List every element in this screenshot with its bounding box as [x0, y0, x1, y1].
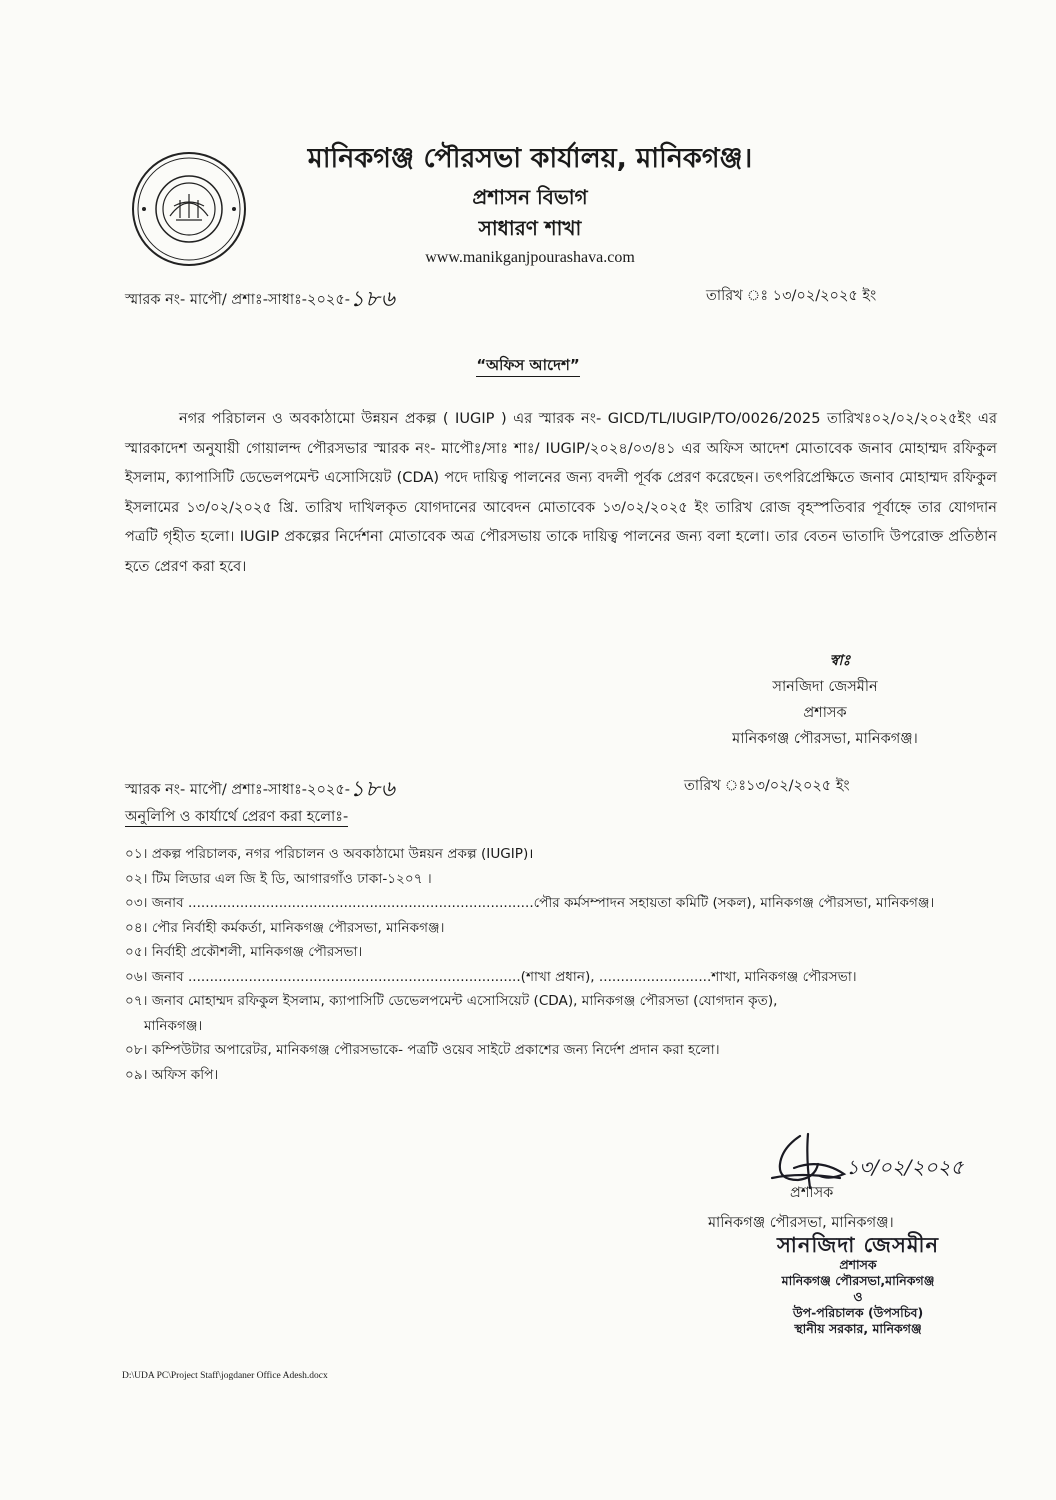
cc-item: ০৫। নির্বাহী প্রকৌশলী, মানিকগঞ্জ পৌরসভা।	[125, 944, 363, 960]
cc-item: ০১। প্রকল্প পরিচালক, নগর পরিচালন ও অবকাঠামো উন্নয়ন প্রকল্প (IUGIP)।	[125, 846, 534, 862]
branch-name: সাধারণ শাখা	[478, 216, 582, 240]
memo-date-2: তারিখ ঃ১৩/০২/২০২৫ ইং	[684, 778, 850, 794]
municipality-seal	[130, 150, 248, 268]
memo-prefix: স্মারক নং- মাপৌ/ প্রশাঃ-সাধাঃ-২০২৫-	[125, 292, 350, 308]
memo-number-handwritten: ১৮৬	[349, 777, 396, 802]
signer-org: মানিকগঞ্জ পৌরসভা, মানিকগঞ্জ।	[732, 731, 918, 747]
memo-reference-1	[125, 282, 396, 319]
signer-title: প্রশাসক	[803, 705, 847, 721]
memo-number-handwritten: ১৮৬	[349, 287, 396, 312]
cc-item: ০৪। পৌর নির্বাহী কর্মকর্তা, মানিকগঞ্জ পৌরসভা, মানিকগঞ্জ।	[125, 919, 445, 936]
order-title	[0, 354, 1056, 379]
signer-title-2: প্রশাসক	[790, 1185, 834, 1201]
cc-heading	[125, 806, 348, 830]
stamp-name: সানজিদা জেসমীন	[776, 1233, 940, 1257]
stamp-office: স্থানীয় সরকার, মানিকগঞ্জ	[794, 1321, 922, 1336]
cc-item: ০৯। অফিস কপি।	[125, 1066, 219, 1083]
file-path-footer: D:\UDA PC\Project Staff\jogdaner Office Adesh.docx	[122, 1371, 328, 1381]
cc-item: ০২। টিম লিডার এল জি ই ডি, আগারগাঁও ঢাকা-১২০৭ ।	[125, 870, 432, 887]
cc-item: ০৭। জনাব মোহাম্মদ রফিকুল ইসলাম, ক্যাপাসিটি ডেভেলপমেন্ট এসোসিয়েট (CDA), মানিকগঞ্জ পৌরসভা (যোগদান কৃত),	[125, 993, 778, 1009]
stamp-title: প্রশাসক	[839, 1257, 877, 1272]
order-title-text: “অফিস আদেশ”	[476, 356, 579, 377]
signature-block-1	[700, 648, 950, 752]
signer-name: সানজিদা জেসমীন	[772, 679, 878, 695]
cc-list	[125, 842, 1005, 1087]
signed-mark: স্বাঃ	[829, 652, 851, 669]
handwritten-date: ১৩/০২/২০২৫	[846, 1155, 964, 1179]
website-link[interactable]: www.manikganjpourashava.com	[425, 249, 635, 266]
cc-item: ০৩। জনাব ................................................................................পৌর কর্মসম্পাদন সহায়তা কমিটি (সকল), মানিকগঞ্জ পৌরসভা, মানিকগঞ্জ।	[125, 895, 935, 911]
cc-heading-text: অনুলিপি ও কার্যার্থে প্রেরণ করা হলোঃ-	[125, 809, 349, 825]
memo-prefix: স্মারক নং- মাপৌ/ প্রশাঃ-সাধাঃ-২০২৫-	[125, 782, 350, 798]
memo-reference-2	[125, 772, 396, 809]
cc-item: ০৬। জনাব .............................................................................(শাখা প্রধান), ..........................শাখা, মানিকগঞ্জ পৌরসভা।	[125, 968, 857, 985]
signer-org-2: মানিকগঞ্জ পৌরসভা, মানিকগঞ্জ।	[708, 1215, 894, 1231]
stamp-org: মানিকগঞ্জ পৌরসভা,মানিকগঞ্জ	[781, 1273, 935, 1288]
department-name: প্রশাসন বিভাগ	[472, 185, 588, 209]
org-name: মানিকগঞ্জ পৌরসভা কার্যালয়, মানিকগঞ্জ।	[307, 143, 753, 174]
memo-date-1: তারিখ ঃ ১৩/০২/২০২৫ ইং	[706, 288, 877, 304]
cc-item: ০৮। কম্পিউটার অপারেটর, মানিকগঞ্জ পৌরসভাকে- পত্রটি ওয়েব সাইটে প্রকাশের জন্য নির্দেশ প্রদান করা হলো।	[125, 1042, 720, 1058]
stamp-designation: উপ-পরিচালক (উপসচিব)	[792, 1305, 924, 1320]
stamp-conjunction: ও	[853, 1289, 863, 1304]
official-stamp	[728, 1233, 988, 1337]
cc-item-continuation: মানিকগঞ্জ।	[144, 1017, 203, 1034]
order-body: নগর পরিচালন ও অবকাঠামো উন্নয়ন প্রকল্প ( IUGIP ) এর স্মারক নং- GICD/TL/IUGIP/TO/0026/2025 তারিখঃ০২/০২/২০২৫ইং এর স্মারকাদেশ অনুযায়ী গোয়ালন্দ পৌরসভার স্মারক নং- মাপৌঃ/সাঃ শাঃ/ IUGIP/২০২৪/০৩/৪১ এর অফিস আদেশ মোতাবেক জনাব মোহাম্মদ রফিকুল ইসলাম, ক্যাপাসিটি ডেভেলপমেন্ট এসোসিয়েট (CDA) পদে দায়িত্ব পালনের জন্য বদলী পূর্বক প্রেরণ করেছেন। তৎপরিপ্রেক্ষিতে জনাব মোহাম্মদ রফিকুল ইসলামের ১৩/০২/২০২৫ খ্রি. তারিখ দাখিলকৃত যোগদানের আবেদন মোতাবেক ১৩/০২/২০২৫ ইং তারিখ রোজ বৃহস্পতিবার পূর্বাহ্নে তার যোগদান পত্রটি গৃহীত হলো। IUGIP প্রকল্পের নির্দেশনা মোতাবেক অত্র পৌরসভায় তাকে দায়িত্ব পালনের জন্য বলা হলো। তার বেতন ভাতাদি উপরোক্ত প্রতিষ্ঠান হতে প্রেরণ করা হবে।	[125, 410, 997, 575]
